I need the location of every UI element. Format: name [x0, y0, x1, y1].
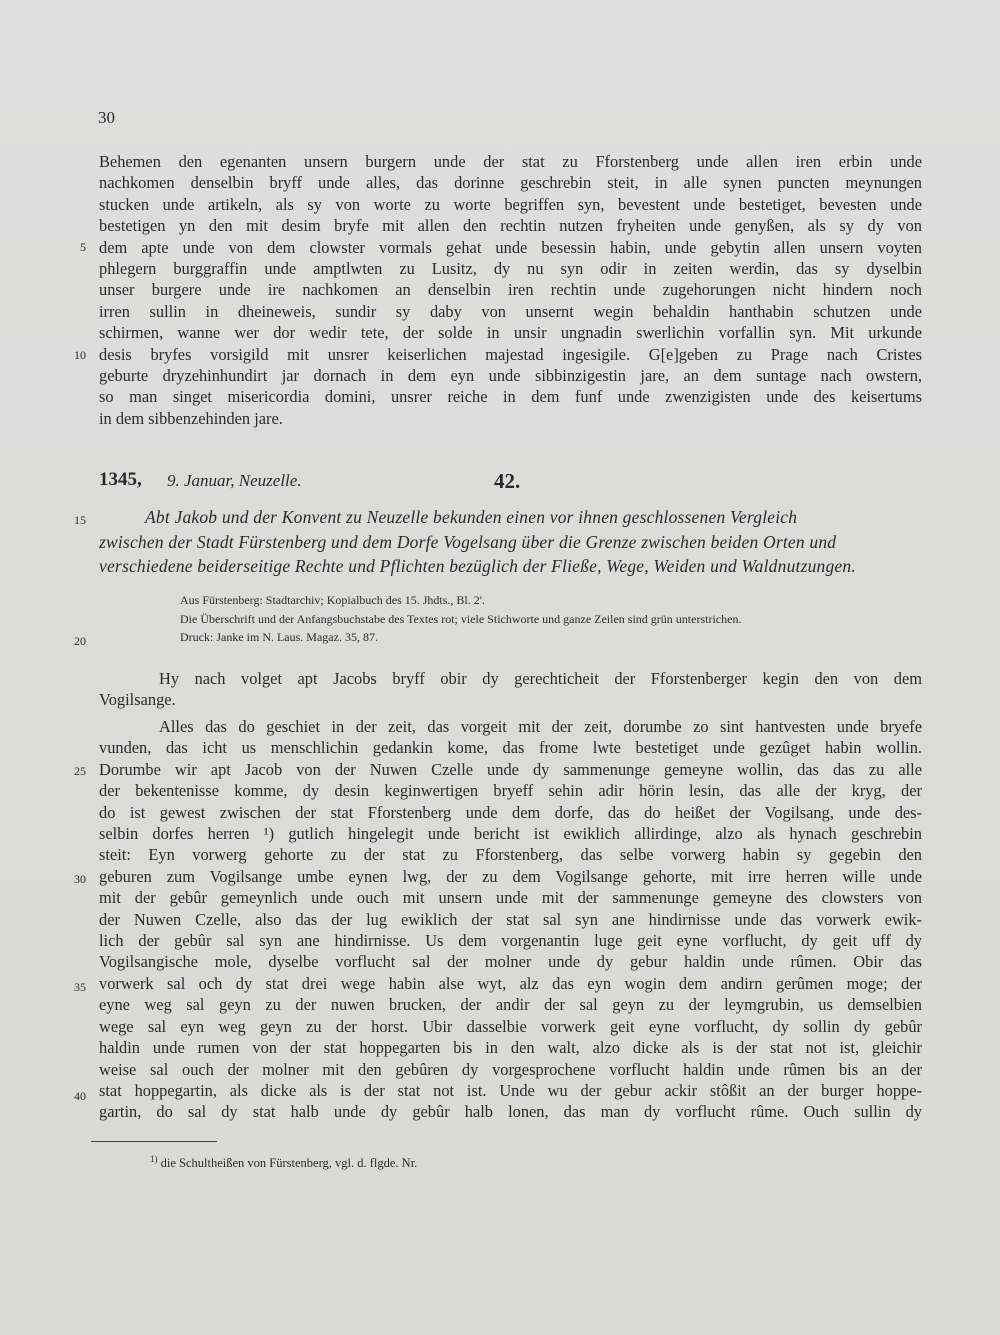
- text-line: vorwerk sal och dy stat drei wege habin alse wyt, alz das eyn wogin dem andirn gerûmen moge; der: [99, 973, 922, 993]
- text-line: lich der gebûr sal syn ane hindirnisse. Us dem vorgenantin luge geit eyne vorflucht, dy geit uff dy: [99, 931, 922, 951]
- text-line: eyne weg sal geyn zu der nuwen brucken, der andir der sal geyn zu der leymgrubin, us demselbien: [99, 995, 922, 1015]
- text-line: mit der gebûr gemeynlich unde ouch mit unsern unde mit der sammenunge gemeyne des clowsters von: [99, 888, 922, 908]
- line-number: 5: [80, 240, 86, 254]
- text-line: wege sal eyn weg geyn zu der horst. Ubir dasselbie vorwerk geit eyne vorflucht, dy sollin dy gebûr: [99, 1016, 922, 1036]
- source-line: Aus Fürstenberg: Stadtarchiv; Kopialbuch des 15. Jhdts., Bl. 2'.: [180, 593, 485, 607]
- text-line: Behemen den egenanten unsern burgern unde der stat zu Fforstenberg unde allen iren erbin unde: [99, 152, 922, 171]
- source-line: Die Überschrift und der Anfangsbuchstabe des Textes rot; viele Stichworte und ganze Zeilen sind grün unterstrichen.: [180, 611, 742, 626]
- text-line: weise sal ouch der molner mit den gebûren dy vorgesprochene vorflucht haldin unde rûmen bis an der: [99, 1059, 922, 1079]
- text-line: gartin, do sal dy stat halb unde dy gebûr halb lonen, das man dy vorflucht rûme. Ouch sullin dy: [99, 1102, 922, 1122]
- text-line: bestetigen yn den mit desim bryfe mit allen den rechtin nutzen fryheiten unde genyßen, als sy dy von: [99, 216, 922, 236]
- text-line: geburte dryzehinhundirt jar dornach in dem eyn unde sibbinzigestin jare, an dem suntage nach owstern,: [99, 366, 922, 386]
- text-line: unser burgere unde ire nachkomen an denselbin iren rechtin unde zugehorungen nicht hindern noch: [99, 280, 922, 300]
- text-line: Dorumbe wir apt Jacob von der Nuwen Czelle unde dy sammenunge gemeyne wollin, das das zu alle: [99, 759, 922, 779]
- page-number: 30: [98, 108, 115, 127]
- heading-year: 1345,: [99, 469, 142, 490]
- text-line: stucken unde artikeln, als sy von worte zu worte begriffen syn, bevestent unde bestetiget, bevesten unde: [99, 194, 922, 214]
- document-body-paragraph: [99, 716, 922, 1123]
- text-line: schirmen, wanne wer dor wedir tete, der solde in unsir ungnadin swerlichin vorfallin syn. Mit urkunde: [99, 323, 922, 343]
- text-line: Vogilsangische mole, dyselbe vorflucht sal der molner unde dy gebur haldin unde rûmen. Obir das: [99, 952, 922, 972]
- text-line: in dem sibbenzehinden jare.: [99, 408, 283, 428]
- text-line: vunden, das icht us menschlichin gedankin kome, das frome lwte bestetiget unde gezûget habin wollin.: [99, 738, 922, 758]
- footnote-text: die Schultheißen von Fürstenberg, vgl. d. flgde. Nr.: [160, 1156, 418, 1171]
- text-line: selbin dorfes herren ¹) gutlich hingelegit unde bericht ist ewiklich allirdinge, alzo als hynach geschrebin: [99, 824, 922, 844]
- regest-summary: [99, 505, 922, 579]
- heading-date-place: 9. Januar, Neuzelle.: [167, 471, 302, 490]
- text-line: irren sullin in dheineweis, sundir sy daby von unsernt wegin behaldin hanthabin schutzen unde: [99, 301, 922, 321]
- text-line: stat hoppegartin, als dicke als is der stat not ist. Unde wu der gebur ackir stôßit an der burger hoppe-: [99, 1080, 922, 1100]
- summary-line: zwischen der Stadt Fürstenberg und dem Dorfe Vogelsang über die Grenze zwischen beiden Orten und: [99, 531, 837, 552]
- line-number: 10: [74, 348, 86, 362]
- text-line: steit: Eyn vorwerg gehorte zu der stat zu Fforstenberg, das selbe vorwerg habin sy gegebin den: [99, 845, 922, 865]
- footnote-mark: 1): [150, 1154, 158, 1164]
- line-number: 25: [74, 764, 86, 778]
- text-line: so man singet misericordia domini, unsrer reiche in dem funf unde zwenzigisten unde des keisertums: [99, 387, 922, 407]
- source-notes: [180, 591, 920, 647]
- entry-heading: [99, 469, 922, 495]
- text-line: phlegern burggraffin unde amptlwten zu Lusitz, dy nu syn odir in zeiten werdin, das sy dyselbin: [99, 259, 922, 279]
- text-line: nachkomen denselbin bryff unde alles, das dorinne geschrebin steit, in alle synen puncten meynungen: [99, 173, 922, 193]
- line-number: 35: [74, 980, 86, 994]
- text-line: haldin unde rumen von der stat hoppegarten bis in den walt, alzo dicke als is der stat not ist, gleichir: [99, 1038, 922, 1058]
- text-line: Alles das do geschiet in der zeit, das vorgeit mit der zeit, dorumbe zo sint hantvesten unde bryefe: [159, 717, 922, 736]
- document-title-paragraph: [99, 668, 922, 711]
- line-number: 30: [74, 872, 86, 886]
- line-number: 20: [74, 634, 86, 648]
- source-line: Druck: Janke im N. Laus. Magaz. 35, 87.: [180, 630, 378, 644]
- text-line: der Nuwen Czelle, also das der lug ewiklich der stat sal syn ane hindirnisse unde das vorwerk ewik-: [99, 909, 922, 929]
- text-line: desis bryfes vorsigild mit unsrer keiserlichen majestad ingesigile. G[e]geben zu Prage nach Cristes: [99, 344, 922, 364]
- text-line: do ist gewest zwischen der stat Fforstenberg unde dem dorfe, das do heißet der Vogilsang, unde des-: [99, 802, 922, 822]
- summary-line: Abt Jakob und der Konvent zu Neuzelle bekunden einen vor ihnen geschlossenen Vergleich: [145, 507, 798, 527]
- text-line: geburen zum Vogilsange umbe eynen lwg, der zu dem Vogilsange gehorte, mit irre herren wille unde: [99, 866, 922, 886]
- line-number: 15: [74, 513, 86, 527]
- footnote: [150, 1154, 417, 1171]
- paragraph-continuation: [99, 151, 922, 429]
- line-number: 40: [74, 1089, 86, 1103]
- text-line: dem apte unde von dem clowster vormals gehat unde besessin habin, unde gebytin allen unsern voyten: [99, 237, 922, 257]
- footnote-rule: [91, 1141, 217, 1142]
- text-line: Hy nach volget apt Jacobs bryff obir dy gerechticheit der Fforstenberger kegin den von dem: [159, 669, 922, 688]
- summary-line: verschiedene beiderseitige Rechte und Pflichten bezüglich der Fließe, Wege, Weiden und Waldnutzungen.: [99, 556, 856, 576]
- text-line: der bekentenisse komme, dy desin keginwertigen bryeff sehin adir hörin lesin, das alle der kryg, der: [99, 781, 922, 801]
- entry-number: 42.: [494, 469, 521, 493]
- text-line: Vogilsange.: [99, 690, 176, 710]
